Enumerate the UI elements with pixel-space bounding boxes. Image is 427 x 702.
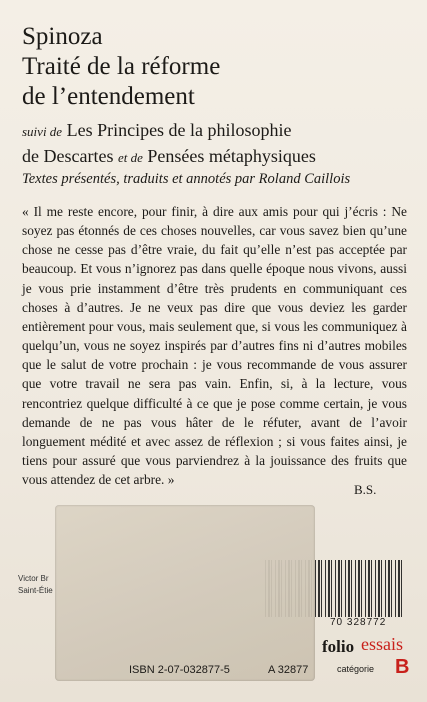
- folio-logo: folio: [322, 637, 355, 656]
- quote-signature: B.S.: [354, 482, 377, 497]
- back-cover-quote: « Il me reste encore, pour finir, à dire aux amis pour qui j’écris : Ne soyez pas étonnés de ces choses nouvelles, car vous savez bien qu’une chose ne cesse pas d’être vraie, du fait qu’elle n’est pas acceptée par beaucoup. Et vous n’ignorez pas dans quelle époque nous vivons, aussi je vous prie instamment d’être très prudents en communiquant ces choses à d’autres. Je ne veux pas dire que vous deviez les garder entièrement pour vous, mais seulement que, si vous les communiquez à quelqu’un, vous ne soyez inspirés par d’autres fins ni d’autres mobiles que le salut de votre prochain : je vous recommande de vous assurer que votre travail ne sera pas vain. Enfin, si, à la lecture, vous rencontriez quelque difficulté à ce que je pose comme certain, je vous demande de ne pas vous hâter de le réfuter, avant de l’avoir longuement médité et avec assez de réflexion ; si vous faites ainsi, je tiens pour assuré que vous parviendrez à la jouissance des fruits que vous attendez de cet arbre. »: [22, 204, 407, 488]
- barcode-number: 70 328772: [330, 617, 387, 628]
- essais-logo: essais: [361, 634, 403, 654]
- isbn-number: ISBN 2-07-032877-5: [129, 664, 230, 676]
- title-line-2: de l’entendement: [22, 83, 195, 110]
- side-text-1: Victor Br: [18, 574, 49, 583]
- work2-line1: Les Principes de la philosophie: [66, 120, 292, 140]
- suivi-de-text: suivi de: [22, 124, 63, 139]
- category-value: B: [395, 656, 410, 678]
- price-sticker: [55, 505, 315, 681]
- book-title: [22, 52, 382, 112]
- author-name: Spinoza: [22, 23, 103, 50]
- companion-works: [22, 118, 417, 170]
- work3-title: Pensées métaphysiques: [147, 146, 316, 166]
- category-label: catégorie: [337, 664, 375, 674]
- title-line-1: Traité de la réforme: [22, 53, 221, 80]
- side-text-2: Saint-Étie: [18, 586, 53, 595]
- publisher-code: A 32877: [268, 664, 309, 676]
- et-de-text: et de: [117, 150, 143, 165]
- translator-credit: Textes présentés, traduits et annotés par Roland Caillois: [22, 171, 351, 187]
- work2-line2: de Descartes: [22, 146, 114, 166]
